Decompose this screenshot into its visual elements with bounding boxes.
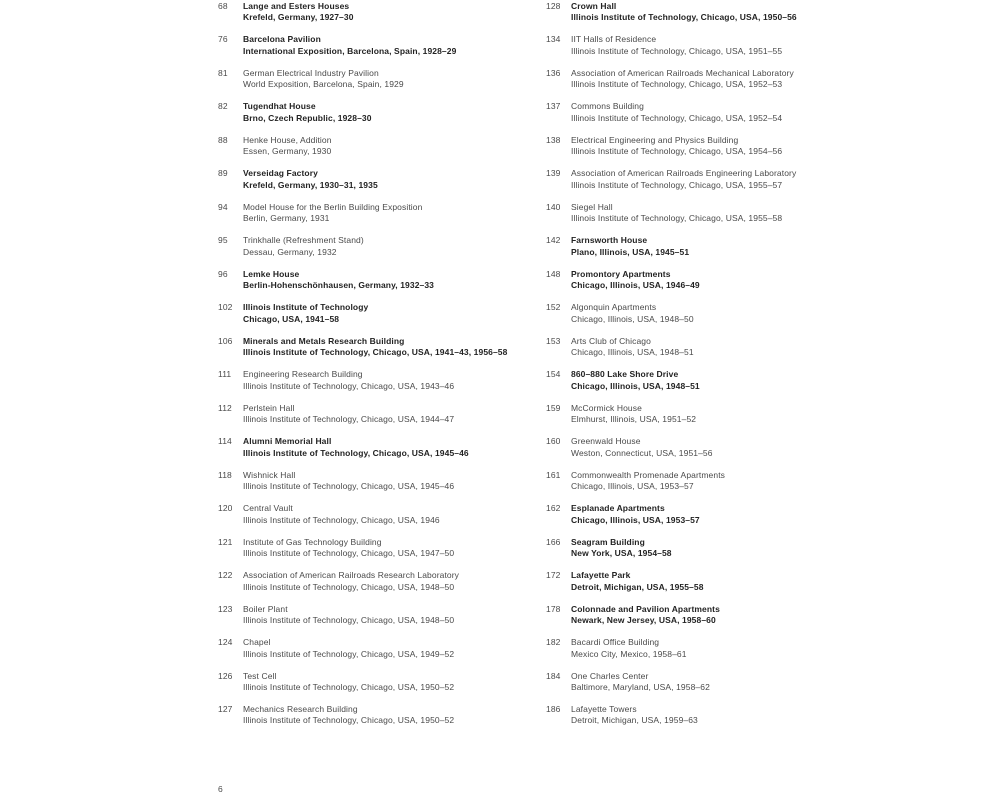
entry-text <box>571 1 891 24</box>
entry-page-number: 134 <box>546 34 561 45</box>
entry-text <box>243 302 538 325</box>
contents-entry <box>218 369 538 392</box>
entry-page-number: 123 <box>218 603 233 614</box>
contents-entry <box>546 269 891 292</box>
entry-title: Verseidag Factory <box>243 168 318 179</box>
entry-text <box>243 68 538 91</box>
entry-subtitle: Illinois Institute of Technology, Chicago, USA, 1947–50 <box>243 548 455 559</box>
entry-page-number: 124 <box>218 637 233 648</box>
entry-subtitle: Weston, Connecticut, USA, 1951–56 <box>571 447 713 458</box>
entry-page-number: 126 <box>218 670 233 681</box>
entry-subtitle: Illinois Institute of Technology, Chicago, USA, 1945–46 <box>243 481 455 492</box>
entry-subtitle: Chicago, Illinois, USA, 1948–51 <box>571 347 694 358</box>
entry-text <box>571 369 891 392</box>
contents-entry <box>218 168 538 191</box>
entry-page-number: 166 <box>546 536 561 547</box>
entry-page-number: 152 <box>546 302 561 313</box>
entry-subtitle: Illinois Institute of Technology, Chicago, USA, 1951–55 <box>571 45 783 56</box>
entry-title: Association of American Railroads Mechanical Laboratory <box>571 67 794 78</box>
contents-entry <box>218 537 538 560</box>
entry-title: 860–880 Lake Shore Drive <box>571 369 679 380</box>
entry-title: Esplanade Apartments <box>571 503 665 514</box>
entry-subtitle: Chicago, Illinois, USA, 1948–51 <box>571 380 700 391</box>
entry-text <box>243 135 538 158</box>
entry-page-number: 160 <box>546 436 561 447</box>
entry-title: Minerals and Metals Research Building <box>243 335 405 346</box>
entry-subtitle: Krefeld, Germany, 1930–31, 1935 <box>243 179 378 190</box>
entry-title: Engineering Research Building <box>243 369 363 380</box>
contents-entry <box>546 503 891 526</box>
entry-title: Crown Hall <box>571 1 617 11</box>
entry-text <box>243 202 538 225</box>
entry-text <box>571 235 891 258</box>
entry-page-number: 136 <box>546 67 561 78</box>
entry-title: Test Cell <box>243 670 277 681</box>
entry-subtitle: Chicago, Illinois, USA, 1953–57 <box>571 514 700 525</box>
entry-page-number: 137 <box>546 101 561 112</box>
contents-entry <box>218 34 538 57</box>
entry-text <box>571 68 891 91</box>
contents-entry <box>218 336 538 359</box>
contents-entry <box>218 470 538 493</box>
entry-subtitle: Illinois Institute of Technology, Chicago, USA, 1950–52 <box>243 715 455 726</box>
contents-entry <box>546 369 891 392</box>
contents-entry <box>218 202 538 225</box>
entry-title: One Charles Center <box>571 670 649 681</box>
entry-subtitle: Baltimore, Maryland, USA, 1958–62 <box>571 681 710 692</box>
entry-title: Illinois Institute of Technology <box>243 302 369 313</box>
entry-page-number: 112 <box>218 402 232 413</box>
entry-title: Electrical Engineering and Physics Building <box>571 134 739 145</box>
entry-page-number: 161 <box>546 469 561 480</box>
entry-subtitle: Brno, Czech Republic, 1928–30 <box>243 112 372 123</box>
entry-subtitle: Chicago, Illinois, USA, 1946–49 <box>571 280 700 291</box>
entry-page-number: 82 <box>218 101 228 112</box>
entry-page-number: 184 <box>546 670 561 681</box>
entry-subtitle: Illinois Institute of Technology, Chicago, USA, 1948–50 <box>243 581 455 592</box>
entry-title: Farnsworth House <box>571 235 648 246</box>
entry-page-number: 88 <box>218 134 228 145</box>
entry-title: Association of American Railroads Engineering Laboratory <box>571 168 797 179</box>
entry-title: Algonquin Apartments <box>571 302 657 313</box>
entry-subtitle: Elmhurst, Illinois, USA, 1951–52 <box>571 414 697 425</box>
entry-subtitle: Essen, Germany, 1930 <box>243 146 332 157</box>
entry-title: Lafayette Park <box>571 570 631 581</box>
entry-title: Trinkhalle (Refreshment Stand) <box>243 235 364 246</box>
entry-page-number: 122 <box>218 570 233 581</box>
contents-entry <box>546 470 891 493</box>
contents-entry <box>218 135 538 158</box>
entry-text <box>243 704 538 727</box>
contents-entry <box>218 269 538 292</box>
entry-text <box>243 470 538 493</box>
entry-text <box>243 336 538 359</box>
contents-entry <box>546 1 891 24</box>
entry-title: Perlstein Hall <box>243 402 295 413</box>
contents-entry <box>218 503 538 526</box>
entry-text <box>243 269 538 292</box>
entry-subtitle: Berlin, Germany, 1931 <box>243 213 330 224</box>
contents-entry <box>546 336 891 359</box>
contents-entry <box>546 704 891 727</box>
entry-subtitle: World Exposition, Barcelona, Spain, 1929 <box>243 79 404 90</box>
contents-entry <box>218 403 538 426</box>
entry-subtitle: International Exposition, Barcelona, Spain, 1928–29 <box>243 45 457 56</box>
entry-subtitle: Illinois Institute of Technology, Chicago, USA, 1952–54 <box>571 112 783 123</box>
entry-text <box>243 570 538 593</box>
entry-page-number: 162 <box>546 503 561 514</box>
entry-title: Institute of Gas Technology Building <box>243 536 382 547</box>
entry-title: Alumni Memorial Hall <box>243 436 332 447</box>
contents-entry <box>546 101 891 124</box>
entry-title: IIT Halls of Residence <box>571 34 657 45</box>
entry-subtitle: Illinois Institute of Technology, Chicago, USA, 1946 <box>243 514 440 525</box>
entry-page-number: 148 <box>546 268 561 279</box>
entry-page-number: 76 <box>218 34 228 45</box>
entry-page-number: 138 <box>546 134 561 145</box>
contents-entry <box>218 671 538 694</box>
entry-subtitle: Dessau, Germany, 1932 <box>243 246 337 257</box>
contents-entry <box>218 604 538 627</box>
contents-entry <box>218 302 538 325</box>
contents-column-right <box>546 1 891 738</box>
entry-text <box>571 269 891 292</box>
entry-subtitle: Newark, New Jersey, USA, 1958–60 <box>571 615 716 626</box>
entry-subtitle: Illinois Institute of Technology, Chicago, USA, 1949–52 <box>243 648 455 659</box>
entry-title: Arts Club of Chicago <box>571 335 651 346</box>
entry-page-number: 154 <box>546 369 561 380</box>
entry-title: Promontory Apartments <box>571 268 671 279</box>
entry-title: Central Vault <box>243 503 293 514</box>
entry-subtitle: Illinois Institute of Technology, Chicago, USA, 1948–50 <box>243 615 455 626</box>
entry-text <box>571 101 891 124</box>
entry-subtitle: Chicago, Illinois, USA, 1953–57 <box>571 481 694 492</box>
entry-page-number: 111 <box>218 369 232 380</box>
entry-text <box>571 403 891 426</box>
entry-text <box>571 704 891 727</box>
entry-text <box>571 34 891 57</box>
entry-title: Boiler Plant <box>243 603 288 614</box>
entry-text <box>243 537 538 560</box>
contents-entry <box>546 570 891 593</box>
entry-title: Lemke House <box>243 268 300 279</box>
entry-text <box>571 637 891 660</box>
contents-entry <box>546 604 891 627</box>
entry-title: Chapel <box>243 637 271 648</box>
entry-title: Bacardi Office Building <box>571 637 660 648</box>
contents-entry <box>546 235 891 258</box>
entry-page-number: 95 <box>218 235 228 246</box>
entry-title: Commons Building <box>571 101 644 112</box>
entry-title: Commonwealth Promenade Apartments <box>571 469 726 480</box>
entry-text <box>243 101 538 124</box>
entry-text <box>243 168 538 191</box>
entry-subtitle: Mexico City, Mexico, 1958–61 <box>571 648 687 659</box>
contents-entry <box>218 637 538 660</box>
entry-page-number: 106 <box>218 335 233 346</box>
entry-title: McCormick House <box>571 402 642 413</box>
entry-title: Greenwald House <box>571 436 641 447</box>
contents-entry <box>546 34 891 57</box>
contents-entry <box>218 101 538 124</box>
entry-page-number: 102 <box>218 302 233 313</box>
contents-entry <box>546 202 891 225</box>
entry-subtitle: Illinois Institute of Technology, Chicago, USA, 1944–47 <box>243 414 455 425</box>
contents-entry <box>546 671 891 694</box>
entry-text <box>571 604 891 627</box>
entry-subtitle: Illinois Institute of Technology, Chicago, USA, 1950–52 <box>243 681 455 692</box>
entry-title: Mechanics Research Building <box>243 704 358 715</box>
contents-entry <box>546 436 891 459</box>
entry-page-number: 182 <box>546 637 561 648</box>
entry-subtitle: Berlin-Hohenschönhausen, Germany, 1932–33 <box>243 280 435 291</box>
contents-entry <box>218 570 538 593</box>
entry-page-number: 120 <box>218 503 233 514</box>
entry-page-number: 114 <box>218 436 232 447</box>
entry-text <box>243 34 538 57</box>
entry-text <box>571 135 891 158</box>
entry-page-number: 121 <box>218 536 233 547</box>
entry-text <box>571 470 891 493</box>
contents-entry <box>218 704 538 727</box>
entry-title: Seagram Building <box>571 536 645 547</box>
entry-title: Model House for the Berlin Building Exposition <box>243 201 423 212</box>
entry-page-number: 94 <box>218 201 228 212</box>
entry-text <box>571 336 891 359</box>
entry-title: Lange and Esters Houses <box>243 1 350 11</box>
entry-subtitle: Detroit, Michigan, USA, 1959–63 <box>571 715 698 726</box>
contents-entry <box>546 537 891 560</box>
entry-subtitle: Illinois Institute of Technology, Chicago, USA, 1943–46 <box>243 380 455 391</box>
entry-text <box>571 202 891 225</box>
page-number: 6 <box>218 784 223 794</box>
entry-text <box>571 168 891 191</box>
entry-subtitle: Illinois Institute of Technology, Chicago, USA, 1955–57 <box>571 179 783 190</box>
entry-subtitle: Detroit, Michigan, USA, 1955–58 <box>571 581 704 592</box>
entry-subtitle: Illinois Institute of Technology, Chicago, USA, 1955–58 <box>571 213 783 224</box>
entry-text <box>243 671 538 694</box>
entry-page-number: 127 <box>218 704 233 715</box>
entry-text <box>571 570 891 593</box>
entry-page-number: 153 <box>546 335 561 346</box>
entry-page-number: 159 <box>546 402 561 413</box>
entry-page-number: 81 <box>218 67 228 78</box>
entry-subtitle: Illinois Institute of Technology, Chicago, USA, 1950–56 <box>571 12 797 23</box>
entry-text <box>571 302 891 325</box>
entry-text <box>243 1 538 24</box>
entry-page-number: 128 <box>546 1 561 11</box>
contents-entry <box>546 302 891 325</box>
entry-subtitle: Illinois Institute of Technology, Chicago, USA, 1945–46 <box>243 447 469 458</box>
entry-text <box>243 369 538 392</box>
entry-page-number: 118 <box>218 469 232 480</box>
entry-text <box>243 604 538 627</box>
entry-text <box>243 403 538 426</box>
entry-title: German Electrical Industry Pavilion <box>243 67 379 78</box>
contents-entry <box>218 436 538 459</box>
entry-subtitle: Chicago, Illinois, USA, 1948–50 <box>571 313 694 324</box>
entry-text <box>243 235 538 258</box>
entry-page-number: 89 <box>218 168 228 179</box>
entry-page-number: 139 <box>546 168 561 179</box>
contents-entry <box>546 168 891 191</box>
contents-entry <box>218 235 538 258</box>
entry-subtitle: Chicago, USA, 1941–58 <box>243 313 340 324</box>
entry-text <box>571 503 891 526</box>
entry-text <box>243 436 538 459</box>
entry-title: Association of American Railroads Research Laboratory <box>243 570 460 581</box>
entry-page-number: 178 <box>546 603 561 614</box>
entry-title: Colonnade and Pavilion Apartments <box>571 603 720 614</box>
entry-title: Barcelona Pavilion <box>243 34 321 45</box>
entry-page-number: 96 <box>218 268 228 279</box>
entry-page-number: 172 <box>546 570 561 581</box>
entry-title: Lafayette Towers <box>571 704 637 715</box>
entry-title: Siegel Hall <box>571 201 613 212</box>
entry-page-number: 68 <box>218 1 228 11</box>
entry-subtitle: Illinois Institute of Technology, Chicago, USA, 1952–53 <box>571 79 783 90</box>
entry-page-number: 142 <box>546 235 561 246</box>
contents-entry <box>218 1 538 24</box>
entry-text <box>571 671 891 694</box>
contents-entry <box>546 68 891 91</box>
entry-page-number: 186 <box>546 704 561 715</box>
entry-subtitle: Krefeld, Germany, 1927–30 <box>243 12 354 23</box>
entry-title: Wishnick Hall <box>243 469 296 480</box>
entry-text <box>571 537 891 560</box>
entry-subtitle: Illinois Institute of Technology, Chicago, USA, 1941–43, 1956–58 <box>243 347 508 358</box>
entry-title: Henke House, Addition <box>243 134 332 145</box>
contents-entry <box>546 135 891 158</box>
entry-subtitle: Plano, Illinois, USA, 1945–51 <box>571 246 690 257</box>
entry-subtitle: New York, USA, 1954–58 <box>571 548 672 559</box>
entry-title: Tugendhat House <box>243 101 316 112</box>
entry-text <box>243 503 538 526</box>
contents-entry <box>546 637 891 660</box>
contents-entry <box>546 403 891 426</box>
contents-column-left <box>218 1 538 738</box>
entry-text <box>571 436 891 459</box>
contents-entry <box>218 68 538 91</box>
entry-subtitle: Illinois Institute of Technology, Chicago, USA, 1954–56 <box>571 146 783 157</box>
entry-text <box>243 637 538 660</box>
entry-page-number: 140 <box>546 201 561 212</box>
